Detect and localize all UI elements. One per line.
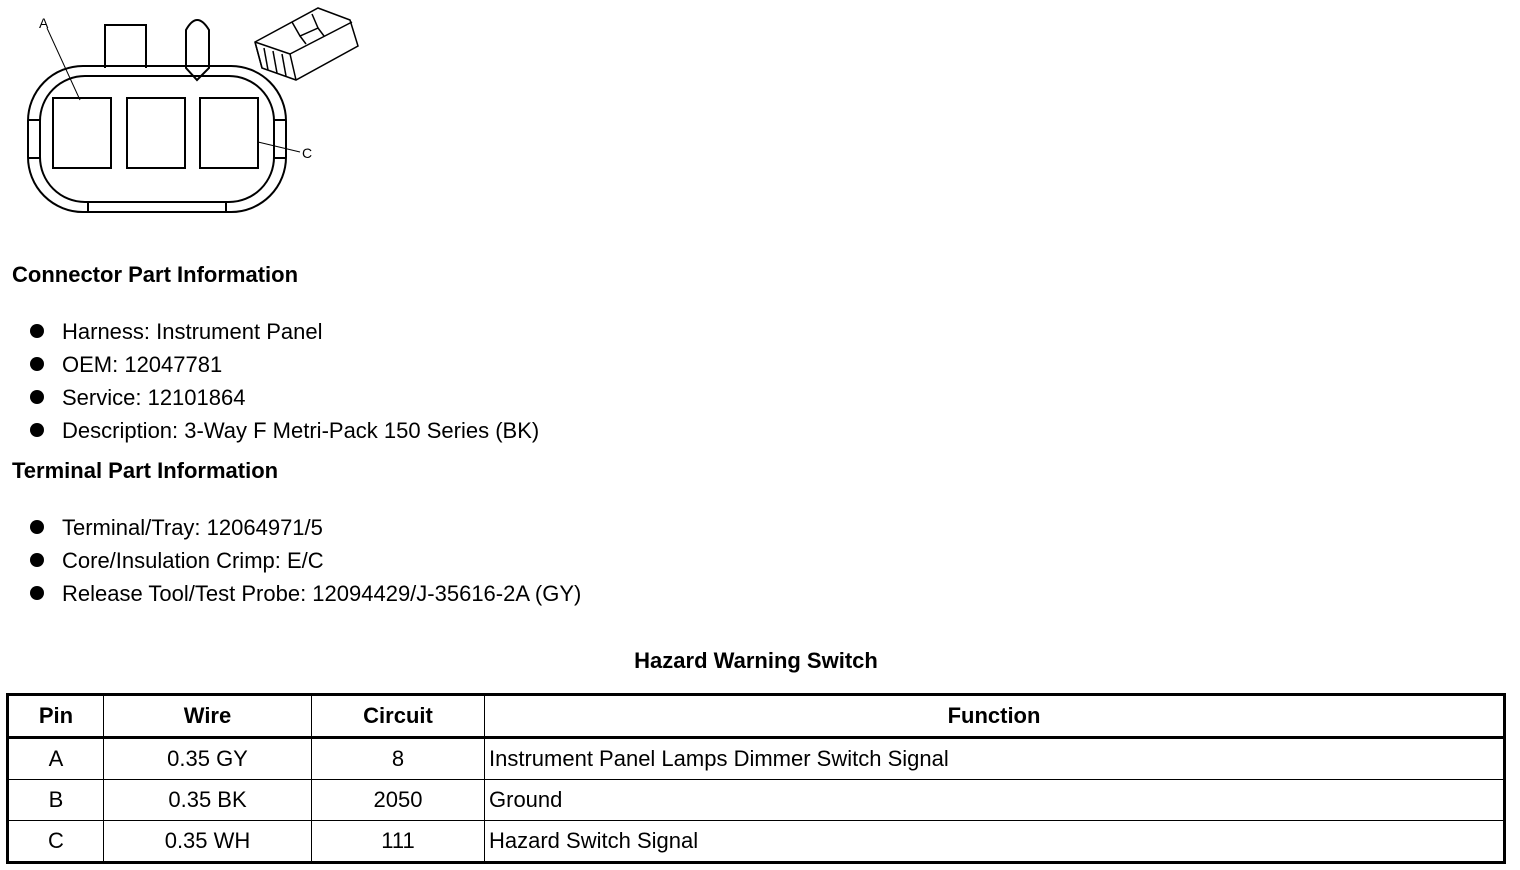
table-row	[8, 738, 1505, 780]
column-header-wire: Wire	[104, 695, 312, 738]
table-header-row	[8, 695, 1505, 738]
cell-circuit: 2050	[312, 780, 485, 821]
cavity-b	[127, 98, 185, 168]
cavity-c	[200, 98, 258, 168]
terminal-info-heading: Terminal Part Information	[12, 458, 279, 483]
bullet-icon	[30, 520, 44, 534]
connector-info-list	[30, 315, 539, 447]
pin-label-c: C	[302, 145, 313, 161]
bullet-icon	[30, 553, 44, 567]
bullet-icon	[30, 390, 44, 404]
connector-housing-inner	[40, 76, 274, 202]
cell-circuit: 111	[312, 821, 485, 863]
bullet-icon	[30, 324, 44, 338]
list-item: Harness: Instrument Panel	[30, 315, 539, 348]
connector-info-heading: Connector Part Information	[12, 262, 299, 287]
connector-diagram	[0, 0, 380, 225]
bullet-icon	[30, 357, 44, 371]
list-item: Core/Insulation Crimp: E/C	[30, 544, 581, 577]
connector-housing-outer	[28, 66, 286, 212]
column-header-pin: Pin	[8, 695, 104, 738]
cell-function: Hazard Switch Signal	[485, 821, 1505, 863]
cell-pin: C	[8, 821, 104, 863]
connector-latch	[186, 20, 209, 80]
connector-tab-left	[105, 25, 146, 68]
cell-pin: A	[8, 738, 104, 780]
cell-circuit: 8	[312, 738, 485, 780]
list-item: Description: 3-Way F Metri-Pack 150 Series (BK)	[30, 414, 539, 447]
cell-pin: B	[8, 780, 104, 821]
list-item: Terminal/Tray: 12064971/5	[30, 511, 581, 544]
pin-table	[6, 693, 1506, 864]
column-header-circuit: Circuit	[312, 695, 485, 738]
bullet-icon	[30, 586, 44, 600]
connector-isometric-icon	[255, 8, 358, 80]
table-title: Hazard Warning Switch	[634, 648, 878, 673]
pin-label-a: A	[39, 15, 49, 31]
bullet-icon	[30, 423, 44, 437]
cell-wire: 0.35 WH	[104, 821, 312, 863]
cell-function: Ground	[485, 780, 1505, 821]
list-item: OEM: 12047781	[30, 348, 539, 381]
cavity-a	[53, 98, 111, 168]
cell-function: Instrument Panel Lamps Dimmer Switch Signal	[485, 738, 1505, 780]
cell-wire: 0.35 BK	[104, 780, 312, 821]
cell-wire: 0.35 GY	[104, 738, 312, 780]
table-row	[8, 821, 1505, 863]
column-header-function: Function	[485, 695, 1505, 738]
terminal-info-list	[30, 511, 581, 610]
list-item: Release Tool/Test Probe: 12094429/J-35616-2A (GY)	[30, 577, 581, 610]
list-item: Service: 12101864	[30, 381, 539, 414]
table-row	[8, 780, 1505, 821]
